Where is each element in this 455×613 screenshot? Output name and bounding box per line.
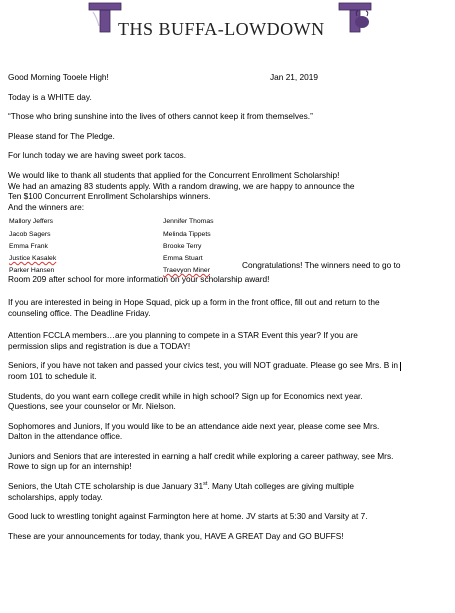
winner: Mallory Jeffers <box>9 218 54 226</box>
scholarship-after: Room 209 after school for more information on your scholarship award! <box>8 274 270 285</box>
greeting: Good Morning Tooele High! <box>8 72 109 82</box>
winners-column-1 <box>9 216 56 277</box>
pledge: Please stand for The Pledge. <box>8 130 115 141</box>
congrats-text: Congratulations! The winners need to go to <box>242 260 401 271</box>
cte-line2: scholarships, apply today. <box>8 491 103 502</box>
econ-line2: Questions, see your counselor or Mr. Nielson. <box>8 401 176 412</box>
civics-line1: Seniors, if you have not taken and passed your civics test, you will NOT graduate. Please go see Mrs. B in <box>8 360 450 371</box>
winner: Justice Kasalek <box>9 254 57 262</box>
scholarship-line4: And the winners are: <box>8 201 85 212</box>
header <box>0 0 455 42</box>
quote: “Those who bring sunshine into the lives of others cannot keep it from themselves.” <box>8 111 313 122</box>
winner: Traevyon Miner <box>163 267 210 275</box>
aide-line2: Dalton in the attendance office. <box>8 431 123 442</box>
winner: Emma Frank <box>9 242 48 250</box>
civics-line2: room 101 to schedule it. <box>8 370 97 381</box>
buffalo-logo-icon <box>338 2 372 34</box>
page-title: THS BUFFA-LOWDOWN <box>118 19 325 39</box>
hope-line2: counseling office. The Deadline Friday. <box>8 307 151 318</box>
econ-line1: Students, do you want earn college credit while in high school? Sign up for Economics next year. <box>8 390 363 401</box>
text-cursor <box>400 362 401 371</box>
date: Jan 21, 2019 <box>270 72 318 82</box>
winner: Jacob Sagers <box>9 230 51 238</box>
winners-column-2 <box>163 216 214 277</box>
winner: Brooke Terry <box>163 242 202 250</box>
winner: Melinda Tippets <box>163 230 211 238</box>
lunch: For lunch today we are having sweet pork tacos. <box>8 150 187 161</box>
internship-line2: Rowe to sign up for an internship! <box>8 461 132 472</box>
fccla-line1: Attention FCCLA members…are you planning to compete in a STAR Event this year? If you are <box>8 330 358 341</box>
cte-line1: Seniors, the Utah CTE scholarship is due January 31st. Many Utah colleges are giving multiple <box>8 481 355 492</box>
winner: Jennifer Thomas <box>163 218 214 226</box>
fccla-line2: permission slips and registration is due a TODAY! <box>8 340 191 351</box>
winner: Emma Stuart <box>163 254 203 262</box>
hope-line1: If you are interested in being in Hope Squad, pick up a form in the front office, fill out and return to the <box>8 296 380 307</box>
scholarship-line2: We had an amazing 83 students apply. With a random drawing, we are happy to announce the <box>8 180 355 191</box>
internship-line1: Juniors and Seniors that are interested in earning a half credit while exploring a career pathway, see Mrs. <box>8 450 394 461</box>
announcements <box>8 72 450 541</box>
wrestling: Good luck to wrestling tonight against Farmington here at home. JV starts at 5:30 and Varsity at 7. <box>8 511 368 522</box>
ths-logo-icon <box>88 2 122 34</box>
greeting-row <box>8 72 318 83</box>
winner: Parker Hansen <box>9 267 55 275</box>
day-type: Today is a WHITE day. <box>8 91 92 102</box>
scholarship-line1: We would like to thank all students that applied for the Concurrent Enrollment Scholarship! <box>8 169 340 180</box>
closing: These are your announcements for today, thank you, HAVE A GREAT Day and GO BUFFS! <box>8 530 344 541</box>
winners-list <box>8 216 450 274</box>
scholarship-line3: Ten $100 Concurrent Enrollment Scholarships winners. <box>8 191 211 202</box>
aide-line1: Sophomores and Juniors, If you would like to be an attendance aide next year, please come see Mrs. <box>8 420 380 431</box>
